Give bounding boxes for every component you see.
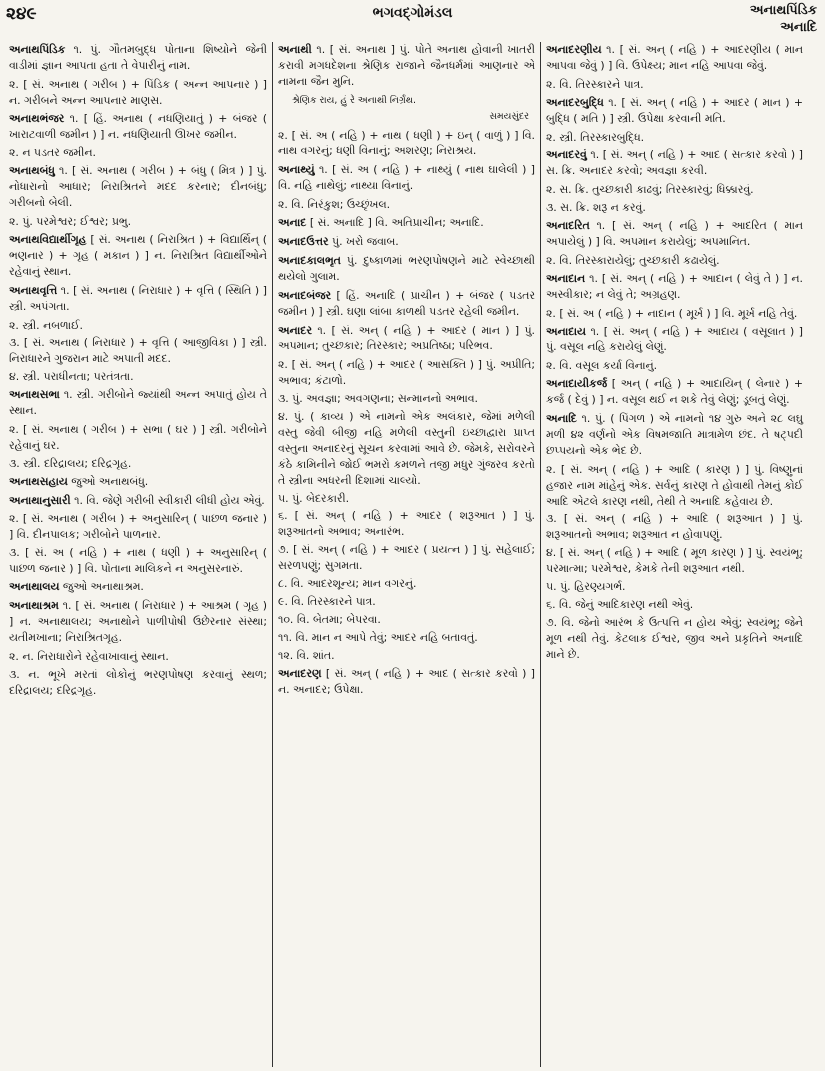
dictionary-entry [278, 666, 535, 698]
entry-sense: ૨. ન. નિરાધારોને રહેવાખાવાનું સ્થાન. [9, 649, 169, 663]
dictionary-entry [278, 215, 535, 231]
entry-headword: અનાદરિત [546, 219, 590, 233]
dictionary-entry [278, 234, 535, 250]
entry-headword: અનાદરવું [546, 148, 587, 162]
entry-headword: અનાદાન [546, 271, 586, 285]
entry-sense: ૯. વિ. તિરસ્કારને પાત્ર. [278, 595, 376, 608]
entry-headword: અનાદ [278, 216, 307, 230]
entry-definition: ૧. વિ. જેણે ગરીબી સ્વીકારી લીધી હોય એવું. [74, 493, 265, 507]
dictionary-entry [9, 387, 267, 419]
entry-definition: ૧. [ હિં. અનાથ ( નધણિયાતું ) + બંજર ( ખારાટવાળી જમીન ) ] ન. નધણિયાતી ઊખર જમીન. [9, 111, 267, 141]
quotation-text: શ્રેણિક રાય, હું રે અનાથી નિર્ગ્રંથ. [292, 94, 416, 106]
dictionary-entry [278, 253, 535, 285]
entry-sense: ૨. વિ. તિરસ્કારને પાત્ર. [546, 77, 644, 91]
entry-definition: જુઓ અનાથબંધુ. [71, 474, 149, 488]
entry-sense: ૨. સ્ત્રી. તિરસ્કારબુદ્ધિ. [546, 130, 645, 144]
entry-sense: ૨. [ સં. અ ( નહિ ) + નાદાન ( મૂર્ખ ) ] વિ. મૂર્ખ નહિ તેવું. [546, 306, 798, 320]
entry-definition: ૨. [ સં. અ ( નહિ ) + નાથ ( ધણી ) + ઇન્ ( વાળું ) ] વિ. નાથ વગરનું; ધણી વિનાનું; અશરણ; નિરાશ્રય. [278, 128, 535, 158]
entry-definition: જુઓ અનાથાશ્રમ. [62, 580, 144, 594]
dictionary-entry [9, 163, 267, 211]
dictionary-entry [546, 376, 803, 408]
entry-sense: ૨. [ સં. અનાથ ( ગરીબ ) + પિંડિક ( અન્ન આપનાર ) ] ન. ગરીબને અન્ન આપનાર માણસ. [9, 77, 267, 107]
entry-definition: ૧. [ સં. અનાથ ( નિરાધાર ) + આશ્રમ ( ગૃહ ) ] ન. અનાથાલય; અનાથોને પાળીપોષી ઉછેરનાર સંસ્થા; યતીમખાના; નિરાશ્રિતગૃહ. [9, 599, 267, 644]
dictionary-title: ભગવદ્ગોમંડલ [372, 5, 453, 21]
dictionary-entry [9, 111, 267, 143]
entry-headword: અનાદકાલભૃત [278, 253, 341, 267]
entry-sense: ૩. [ સં. અન્ ( નહિ ) + આદિ ( શરૂઆત ) ] પું. શરૂઆતનો અભાવ; શરૂઆત ન હોવાપણું. [546, 512, 803, 542]
entry-sense: ૫. પું. હિરણ્યગર્ભ. [546, 580, 626, 594]
entry-sense: ૨. પું. પરમેશ્વર; ઈશ્વર; પ્રભુ. [9, 215, 132, 229]
entry-sense: ૨. [ સં. અન્ ( નહિ ) + આદિ ( કારણ ) ] પું. વિષ્ણુનાં હજાર નામ માંહેનું એક. સર્વનું કારણ તે હોવાથી તેમનું કોઈ આદિ એટલે કારણ નથી, તેથી તે અનાદિ કહેવાય છે. [546, 462, 803, 508]
entry-headword: અનાદરણ [278, 666, 322, 680]
dictionary-entry [278, 162, 535, 194]
entry-sense: ૧૦. વિ. બેતમા; બેપરવા. [278, 612, 381, 626]
running-head-last-word: અનાદિ [780, 20, 817, 35]
page-header [0, 0, 825, 34]
entry-sense: ૧૨. વિ. શાંત. [278, 648, 335, 662]
entry-sense: ૩. પું. અવજ્ઞા; અવગણના; સન્માનનો અભાવ. [278, 392, 479, 406]
entry-sense: ૮. વિ. આદરશૂન્ય; માન વગરનું. [278, 577, 417, 591]
entry-sense: ૪. પું. ( કાવ્ય ) એ નામનો એક અલંકાર, જેમાં મળેલી વસ્તુ જેવી બીજી નહિ મળેલી વસ્તુની ઇચ્છાદ્વારા પ્રાપ્ત વસ્તુના અનાદરનું સૂચન કરવામાં આવે છે. જેમકે, સરોવરને કંઠે કામિનીને જોઈ ભમરો કમળને તજી મધુર ગુંજરવ કરતો તે સ્ત્રીના અધરની દિશામાં ચાલ્યો. [278, 410, 535, 487]
dictionary-entry [546, 324, 803, 356]
dictionary-entry [9, 493, 267, 509]
entry-definition: ૧. [ સં. અન્ ( નહિ ) + આદાય ( વસૂલાત ) ] પું. વસૂલ નહિ કરાયેલું લેણું. [546, 324, 804, 354]
entry-sense: ૪. સ્ત્રી. પરાધીનતા; પરતંત્રતા. [9, 370, 134, 384]
entry-definition: ૧. [ સં. અનાથ ( ગરીબ ) + બંધુ ( મિત્ર ) ] પું. નોધારાનો આધાર; નિરાશ્રિતને મદદ કરનાર; દીનબંધુ; ગરીબનો બેલી. [9, 164, 267, 210]
entry-headword: અનાદરણીય [546, 43, 602, 56]
entry-definition: પું. ખરો જવાબ. [332, 234, 399, 248]
dictionary-entry [546, 42, 803, 74]
entry-headword: અનાથસભા [9, 388, 60, 402]
entry-definition: ૧. પું. ( પિંગળ ) એ નામનો ૧૪ ગુરુ અને ૨૮ લઘુ મળી ૪૨ વર્ણનો એક વિષમજાતિ માત્રામેળ છંદ. તે ષટ્પદી છપ્પયનો એક ભેદ છે. [546, 412, 803, 457]
entry-sense: ૨. સ્ત્રી. નબળાઈ. [9, 318, 83, 332]
dictionary-entry [9, 232, 267, 280]
dictionary-entry [546, 147, 803, 179]
dictionary-entry [9, 283, 267, 315]
entry-sense: ૨. વિ. તિરસ્કારાયેલું; તુચ્છકારી કઢાયેલું. [546, 253, 720, 267]
dictionary-entry [9, 598, 267, 646]
entry-definition: [ સં. અનાથ ( નિરાશ્રિત ) + વિદ્યાર્થિન્ ( ભણનાર ) + ગૃહ ( મકાન ) ] ન. નિરાશ્રિત વિદ્યાર્થીઓને રહેવાનું સ્થાન. [9, 232, 267, 278]
entry-definition: ૧. [ સં. અન્ ( નહિ ) + આદરિત ( માન અપાયેલું ) ] વિ. અપમાન કરાયેલું; અપમાનિત. [546, 219, 804, 248]
entry-definition: પું. દુષ્કાળમાં ભરણપોષણને માટે સ્વેચ્છાથી થયેલો ગુલામ. [278, 253, 535, 283]
entry-definition: [ સં. અન્ ( નહિ ) + આદ ( સત્કાર કરવો ) ] ન. અનાદર; ઉપેક્ષા. [278, 666, 535, 696]
entry-definition: ૧. [ સં. અન્ ( નહિ ) + આદરણીય ( માન આપવા જેવું ) ] વિ. ઉપેક્ષ્ય; માન નહિ આપવા જેવું. [546, 43, 803, 72]
entry-sense: ૭. વિ. જેનો આરંભ કે ઉત્પત્તિ ન હોય એવું; સ્વયંભૂ; જેને મૂળ નથી તેવું. કેટલાક ઈશ્વર, જીવ અને પ્રકૃતિને અનાદિ માને છે. [546, 615, 803, 661]
entry-headword: અનાદાય [546, 324, 586, 338]
column-2 [272, 42, 540, 1067]
entry-sense: ૨. [ સં. અનાથ ( ગરીબ ) + સભા ( ઘર ) ] સ્ત્રી. ગરીબોને રહેવાનું ઘર. [9, 422, 267, 452]
entry-headword: અનાથ્યું [278, 163, 315, 177]
entry-sense: ૩. [ સં. અ ( નહિ ) + નાથ ( ધણી ) + અનુસારિન્ ( પાછળ જનાર ) ] વિ. પોતાના માલિકને ન અનુસરનારું. [9, 546, 267, 576]
entry-definition: ૧. [ સં. અનાથ ( નિરાધાર ) + વૃત્તિ ( સ્થિતિ ) ] સ્ત્રી. અપંગતા. [9, 283, 267, 313]
dictionary-entry [9, 42, 267, 74]
entry-sense: ૨. [ સં. અન્ ( નહિ ) + આદર ( આસક્તિ ) ] પું. અપ્રીતિ; અભાવ; કંટાળો. [278, 358, 535, 388]
entry-headword: અનાથવૃત્તિ [9, 283, 58, 297]
entry-definition: ૧. [ સં. અન્ ( નહિ ) + આદ ( સત્કાર કરવો ) ] સ. ક્રિ. અનાદર કરવો; અવજ્ઞા કરવી. [546, 148, 803, 178]
entry-sense: ૨. ન પડતર જમીન. [9, 146, 96, 160]
quotation-source: સમયસુંદર [489, 110, 529, 122]
entry-headword: અનાથસહાય [9, 474, 68, 488]
entry-definition: ૧. [ સં. અન્ ( નહિ ) + આદર ( માન ) + બુદ્ધિ ( મતિ ) ] સ્ત્રી. ઉપેક્ષા કરવાની મતિ. [546, 95, 803, 125]
entry-sense: ૨. [ સં. અનાથ ( ગરીબ ) + અનુસારિન્ ( પાછળ જનાર ) ] વિ. દીનપાલક; ગરીબોને પાળનાર. [9, 512, 267, 542]
entry-definition: [ અન્ ( નહિ ) + આદાયિન્ ( લેનાર ) + કર્જ ( દેવું ) ] ન. વસૂલ થઈ ન શકે તેવું લેણું; ડૂબતું લેણું. [546, 377, 803, 407]
dictionary-entry [278, 42, 535, 90]
entry-sense: ૨. વિ. વસૂલ કર્યા વિનાનું. [546, 359, 658, 373]
column-1 [4, 42, 272, 1067]
entry-definition: ૧. [ સં. અન્ ( નહિ ) + આદાન ( લેવું તે ) ] ન. અસ્વીકાર; ન લેવું તે; અગ્રહણ. [546, 271, 803, 301]
entry-headword: અનાદર [278, 323, 312, 337]
entry-sense: ૨. વિ. નિરંકુશ; ઉચ્છૃંખલ. [278, 198, 391, 212]
dictionary-columns [4, 42, 821, 1067]
entry-sense: ૧૧. વિ. માન ન આપે તેવું; આદર નહિ બતાવતું. [278, 630, 478, 644]
entry-headword: અનાથાનુસારી [9, 493, 71, 507]
entry-headword: અનાદિ [546, 412, 577, 426]
entry-sense: ૬. વિ. જેનું આદિકારણ નથી એવું. [546, 598, 694, 611]
entry-headword: અનાથપિંડિક [9, 43, 66, 56]
dictionary-entry [278, 288, 535, 320]
entry-quotation [278, 93, 535, 125]
entry-headword: અનાથાશ્રમ [9, 599, 59, 612]
entry-definition: ૧. સ્ત્રી. ગરીબોને જ્યાંથી અન્ન અપાતું હોય તે સ્થાન. [9, 388, 268, 418]
page-number: ૨૪૯ [6, 4, 37, 24]
dictionary-entry [9, 579, 267, 595]
entry-definition: [ સં. અનાદિ ] વિ. અતિપ્રાચીન; અનાદિ. [309, 216, 484, 230]
entry-definition: [ હિં. અનાદિ ( પ્રાચીન ) + બંજર ( પડતર જમીન ) ] સ્ત્રી. ઘણા લાંબા કાળથી પડતર રહેલી જમીન. [278, 288, 535, 318]
entry-sense: ૭. [ સં. અન્ ( નહિ ) + આદર ( પ્રયત્ન ) ] પું. સહેલાઈ; સરળપણું; સુગમતા. [278, 543, 535, 573]
dictionary-entry [278, 128, 535, 160]
running-head [750, 2, 817, 36]
entry-headword: અનાદાયીકર્જ [546, 377, 608, 391]
entry-headword: અનાદઉત્તર [278, 234, 329, 248]
dictionary-entry [9, 474, 267, 490]
entry-headword: અનાથભંજર [9, 111, 65, 125]
dictionary-entry [546, 271, 803, 303]
entry-definition: ૧. [ સં. અન્ ( નહિ ) + આદર ( માન ) ] પું. અપમાન; તુચ્છકાર; તિરસ્કાર; અપ્રતિષ્ઠા; પરિભવ. [278, 323, 535, 353]
entry-definition: ૧. [ સં. અ ( નહિ ) + નાથ્યું ( નાથ ઘાલેલી ) ] વિ. નહિ નાથેલું; નાથ્યા વિનાનું. [278, 163, 535, 193]
column-3 [540, 42, 808, 1067]
entry-sense: ૫. પું. બેદરકારી. [278, 491, 350, 505]
dictionary-entry [546, 411, 803, 459]
entry-sense: ૩. [ સં. અનાથ ( નિરાધાર ) + વૃત્તિ ( આજીવિકા ) ] સ્ત્રી. નિરાધારને ગુજરાન માટે અપાતી મદદ. [9, 336, 267, 366]
dictionary-entry [546, 218, 803, 250]
entry-sense: ૩. ન. ભૂખે મરતાં લોકોનું ભરણપોષણ કરવાનું સ્થળ; દરિદ્રાલય; દરિદ્રગૃહ. [9, 667, 267, 697]
entry-headword: અનાથવિદ્યાર્થીગૃહ [9, 232, 87, 246]
entry-sense: ૬. [ સં. અન્ ( નહિ ) + આદર ( શરૂઆત ) ] પું. શરૂઆતનો અભાવ; અનારંભ. [278, 509, 535, 539]
entry-sense: ૪. [ સં. અન્ ( નહિ ) + આદિ ( મૂળ કારણ ) ] પું. સ્વયંભૂ; પરમાત્મા; પરમેશ્વર, કેમકે તેની શરૂઆત નથી. [546, 546, 803, 576]
entry-headword: અનાથાલય [9, 580, 60, 594]
entry-headword: અનાદરબુદ્ધિ [546, 95, 604, 109]
dictionary-entry [278, 323, 535, 355]
entry-headword: અનાથી [278, 43, 312, 56]
entry-definition: ૧. [ સં. અનાથ ] પું. પોતે અનાથ હોવાની ખાતરી કરાવી મગધદેશના શ્રેણિક રાજાને જૈનધર્મમાં આણનાર એ નામના જૈન મુનિ. [278, 43, 535, 88]
running-head-first-word: અનાથપિંડિક [749, 3, 817, 18]
entry-sense: ૩. સ્ત્રી. દરિદ્રાલય; દરિદ્રગૃહ. [9, 456, 132, 470]
entry-headword: અનાથબંધુ [9, 164, 55, 178]
entry-sense: ૩. સ. ક્રિ. શરૂ ન કરવું. [546, 201, 646, 215]
entry-sense: ૨. સ. ક્રિ. તુચ્છકારી કાઢવું; તિરસ્કારવું; ધિક્કારવું. [546, 183, 754, 197]
entry-headword: અનાદબંજર [278, 288, 332, 302]
entry-definition: ૧. પું. ગૌતમબુદ્ધ પોતાના શિષ્યોને જેની વાડીમાં જ્ઞાન આપતા હતા તે વેપારીનું નામ. [9, 43, 267, 72]
dictionary-entry [546, 95, 803, 127]
